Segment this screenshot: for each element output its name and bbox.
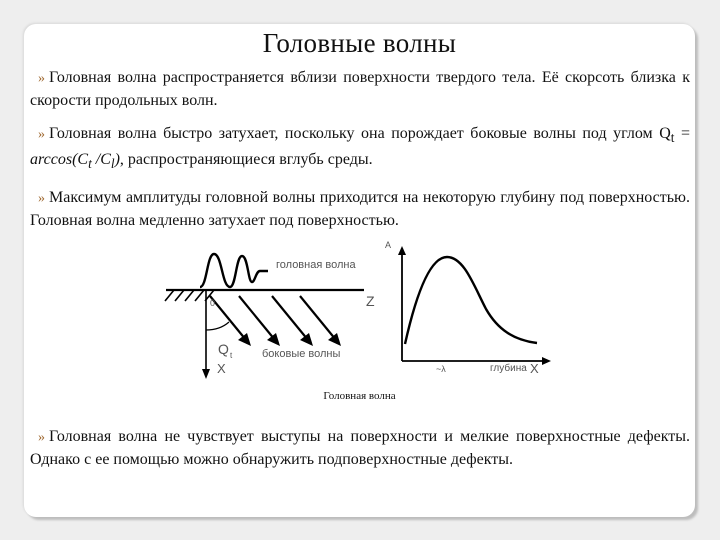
label-x-right: X xyxy=(530,361,539,376)
slide-title: Головные волны xyxy=(262,28,457,58)
amplitude-axis-arrow xyxy=(398,246,406,255)
x-axis-left-arrow xyxy=(202,369,210,379)
paragraph-2-text-after: , распространяющиеся вглубь среды. xyxy=(119,151,373,169)
label-a: A xyxy=(385,240,392,250)
formula-subscript-t: t xyxy=(88,156,92,172)
label-angle: Q xyxy=(218,341,229,357)
head-wave-curve xyxy=(200,254,268,287)
formula-prefix: arccos(C xyxy=(30,151,89,169)
bullet-marker: » xyxy=(38,71,45,86)
slide xyxy=(24,24,695,517)
side-wave-arrows xyxy=(210,296,341,346)
angle-subscript: t xyxy=(670,130,675,146)
right-diagram-labels xyxy=(385,240,539,376)
label-side-waves: боковые волны xyxy=(262,348,341,360)
left-diagram xyxy=(165,254,364,379)
label-head-wave: головная волна xyxy=(276,259,356,271)
right-diagram xyxy=(398,246,551,365)
label-z: Z xyxy=(366,293,375,309)
bullet-marker: » xyxy=(38,191,45,206)
bullet-marker: » xyxy=(38,127,45,142)
head-wave-figure xyxy=(24,24,695,424)
label-lambda: ~λ xyxy=(436,364,446,374)
formula-mid: /C xyxy=(91,151,111,169)
angle-arc xyxy=(206,322,229,330)
paragraph-2-equals: = xyxy=(674,125,690,142)
paragraph-1-text: Головная волна распространяется вблизи поверхности твердого тела. Её скорсоть близка к скорости продольных волн. xyxy=(30,69,690,109)
paragraph-4 xyxy=(30,426,690,471)
label-depth: глубина xyxy=(490,363,527,374)
label-x-left: X xyxy=(217,361,226,376)
formula-subscript-l: l xyxy=(110,156,115,172)
depth-axis-arrow xyxy=(542,357,551,365)
label-origin: 0 xyxy=(210,298,216,308)
paragraph-2-text-before: Головная волна быстро затухает, поскольку она порождает боковые волны под углом Q xyxy=(49,125,671,142)
amplitude-curve xyxy=(405,257,537,344)
formula-suffix: ) xyxy=(114,151,120,169)
label-angle-sub: t xyxy=(230,351,233,360)
bullet-marker: » xyxy=(38,430,45,445)
paragraph-4-text: Головная волна не чувствует выступы на поверхности и мелкие поверхностные дефекты. Однако с ее помощью можно обнаружить подповерхностные дефекты. xyxy=(30,428,690,468)
paragraph-3-text: Максимум амплитуды головной волны приходится на некоторую глубину под поверхностью. Головная волна медленно затухает под поверхностью. xyxy=(30,189,690,229)
figure-caption: Головная волна xyxy=(323,390,396,402)
